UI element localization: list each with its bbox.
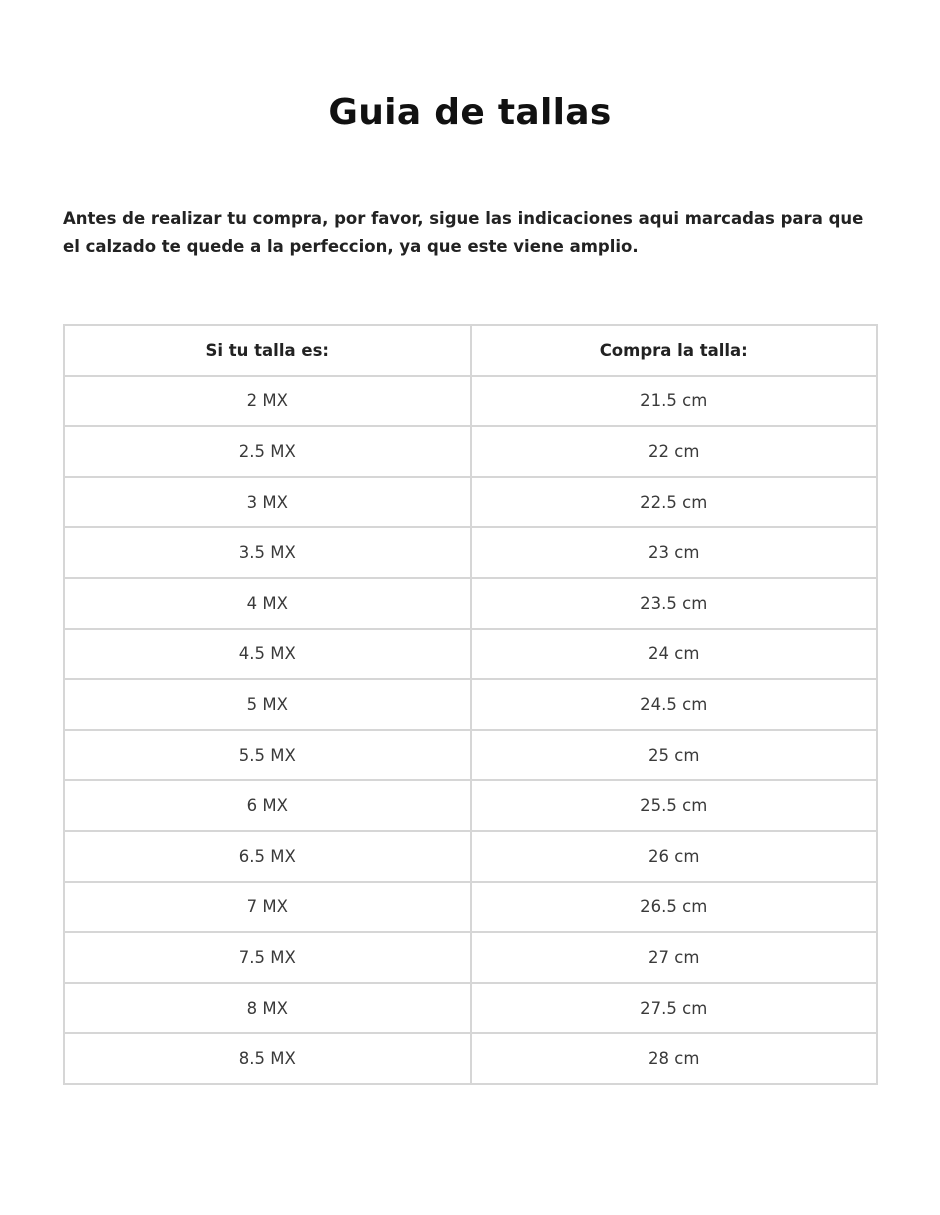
cell-your-size: 6.5 MX xyxy=(64,831,471,882)
cell-buy-size: 21.5 cm xyxy=(471,376,878,427)
cell-buy-size: 22.5 cm xyxy=(471,477,878,528)
table-row xyxy=(64,629,877,680)
size-table xyxy=(63,324,878,1085)
table-row xyxy=(64,578,877,629)
table-row xyxy=(64,376,877,427)
cell-buy-size: 22 cm xyxy=(471,426,878,477)
table-row xyxy=(64,679,877,730)
cell-your-size: 6 MX xyxy=(64,780,471,831)
header-your-size: Si tu talla es: xyxy=(64,325,471,376)
table-row xyxy=(64,477,877,528)
cell-your-size: 4 MX xyxy=(64,578,471,629)
table-row xyxy=(64,983,877,1034)
cell-buy-size: 28 cm xyxy=(471,1033,878,1084)
table-row xyxy=(64,780,877,831)
cell-buy-size: 23.5 cm xyxy=(471,578,878,629)
table-header-row xyxy=(64,325,877,376)
cell-buy-size: 27.5 cm xyxy=(471,983,878,1034)
intro-paragraph: Antes de realizar tu compra, por favor, sigue las indicaciones aqui marcadas para que el calzado te quede a la perfeccion, ya que este viene amplio. xyxy=(63,209,864,256)
cell-your-size: 7.5 MX xyxy=(64,932,471,983)
table-row xyxy=(64,882,877,933)
cell-buy-size: 27 cm xyxy=(471,932,878,983)
table-row xyxy=(64,932,877,983)
cell-buy-size: 25 cm xyxy=(471,730,878,781)
table-row xyxy=(64,426,877,477)
cell-your-size: 5.5 MX xyxy=(64,730,471,781)
cell-your-size: 7 MX xyxy=(64,882,471,933)
cell-buy-size: 25.5 cm xyxy=(471,780,878,831)
cell-buy-size: 24.5 cm xyxy=(471,679,878,730)
cell-your-size: 5 MX xyxy=(64,679,471,730)
cell-buy-size: 26.5 cm xyxy=(471,882,878,933)
table-row xyxy=(64,527,877,578)
cell-buy-size: 23 cm xyxy=(471,527,878,578)
cell-your-size: 2 MX xyxy=(64,376,471,427)
cell-your-size: 8 MX xyxy=(64,983,471,1034)
cell-your-size: 3 MX xyxy=(64,477,471,528)
cell-your-size: 2.5 MX xyxy=(64,426,471,477)
cell-your-size: 3.5 MX xyxy=(64,527,471,578)
header-buy-size: Compra la talla: xyxy=(471,325,878,376)
cell-buy-size: 24 cm xyxy=(471,629,878,680)
page-title: Guia de tallas xyxy=(328,92,612,133)
cell-buy-size: 26 cm xyxy=(471,831,878,882)
table-row xyxy=(64,730,877,781)
cell-your-size: 8.5 MX xyxy=(64,1033,471,1084)
table-row xyxy=(64,1033,877,1084)
cell-your-size: 4.5 MX xyxy=(64,629,471,680)
table-row xyxy=(64,831,877,882)
